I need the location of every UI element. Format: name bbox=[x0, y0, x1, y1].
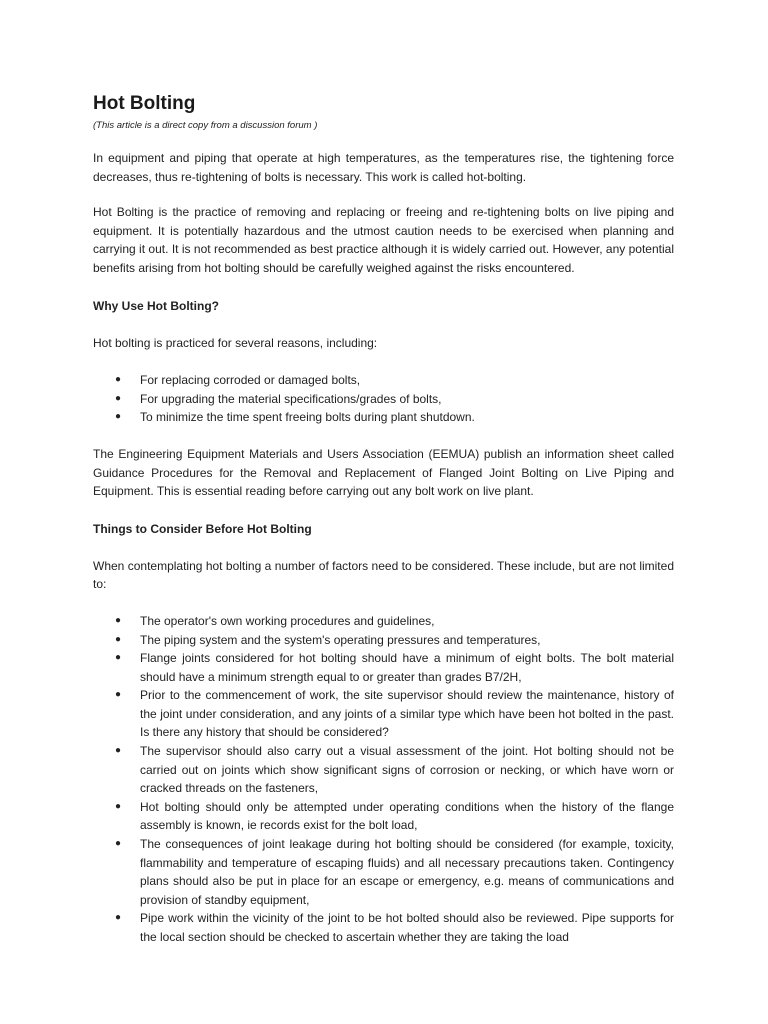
list-item-text: For replacing corroded or damaged bolts, bbox=[140, 373, 361, 388]
eemua-paragraph: The Engineering Equipment Materials and Users Association (EEMUA) publish an information sheet called Guidance Procedures for the Removal and Replacement of Flanged Joint Bolting on Live Piping and Equipment. This is essential reading before carrying out any bolt work on live plant. bbox=[93, 446, 674, 499]
reasons-list bbox=[93, 371, 674, 427]
list-item-text: Flange joints considered for hot bolting should have a minimum of eight bolts. The bolt material should have a minimum strength equal to or greater than grades B7/2H, bbox=[140, 651, 674, 684]
list-item bbox=[93, 390, 674, 409]
definition-paragraph: Hot Bolting is the practice of removing and replacing or freeing and re-tightening bolts on live piping and equipment. It is potentially hazardous and the utmost caution needs to be exercised when planning and carrying it out. It is not recommended as best practice although it is widely carried out. However, any potential benefits arising from hot bolting should be carefully weighed against the risks encountered. bbox=[93, 205, 674, 275]
page-subtitle: (This article is a direct copy from a discussion forum ) bbox=[93, 120, 318, 131]
list-item bbox=[93, 612, 674, 631]
things-intro-paragraph: When contemplating hot bolting a number of factors need to be considered. These include, but are not limited to: bbox=[93, 558, 674, 592]
section-heading-things: Things to Consider Before Hot Bolting bbox=[93, 521, 312, 536]
list-item-text: Hot bolting should only be attempted under operating conditions when the history of the flange assembly is known, ie records exist for the bolt load, bbox=[140, 799, 674, 833]
bullet-icon: ● bbox=[115, 838, 122, 850]
list-item-text: The piping system and the system's operating pressures and temperatures, bbox=[140, 632, 541, 647]
intro-paragraph: In equipment and piping that operate at high temperatures, as the temperatures rise, the tightening force decreases, thus re-tightening of bolts is necessary. This work is called hot-bolting. bbox=[93, 151, 674, 184]
bullet-icon: ● bbox=[115, 800, 122, 812]
bullet-icon: ● bbox=[115, 614, 122, 626]
list-item-text: The consequences of joint leakage during hot bolting should be considered (for example, toxicity, flammability and temperature of escaping fluids) and all necessary precautions taken. Contingency plans should also be put in place for an escape or emergency, e.g. means of communications and provision of standby equipment, bbox=[140, 837, 674, 907]
bullet-icon: ● bbox=[115, 912, 122, 924]
list-item bbox=[93, 909, 674, 946]
document-page bbox=[93, 92, 674, 947]
list-item bbox=[93, 649, 674, 686]
bullet-icon: ● bbox=[115, 652, 122, 664]
list-item bbox=[93, 835, 674, 909]
bullet-icon: ● bbox=[115, 411, 122, 423]
list-item bbox=[93, 631, 674, 650]
list-item bbox=[93, 371, 674, 390]
list-item bbox=[93, 798, 674, 835]
bullet-icon: ● bbox=[115, 633, 122, 645]
list-item bbox=[93, 686, 674, 742]
list-item-text: To minimize the time spent freeing bolts during plant shutdown. bbox=[140, 410, 475, 425]
section-heading-why: Why Use Hot Bolting? bbox=[93, 298, 219, 313]
bullet-icon: ● bbox=[115, 374, 122, 386]
bullet-icon: ● bbox=[115, 689, 122, 701]
list-item-text: For upgrading the material specifications/grades of bolts, bbox=[140, 391, 442, 406]
why-intro-paragraph: Hot bolting is practiced for several reasons, including: bbox=[93, 335, 378, 350]
list-item-text: Pipe work within the vicinity of the joint to be hot bolted should also be reviewed. Pipe supports for the local section should be checked to ascertain whether they are taking the load bbox=[140, 911, 674, 944]
bullet-icon: ● bbox=[115, 392, 122, 404]
list-item bbox=[93, 408, 674, 427]
bullet-icon: ● bbox=[115, 745, 122, 757]
factors-list bbox=[93, 612, 674, 947]
list-item-text: The operator's own working procedures and guidelines, bbox=[140, 613, 435, 628]
list-item-text: The supervisor should also carry out a visual assessment of the joint. Hot bolting should not be carried out on joints which show significant signs of corrosion or necking, or which have worn or cracked threads on the fasteners, bbox=[140, 744, 674, 796]
list-item-text: Prior to the commencement of work, the site supervisor should review the maintenance, history of the joint under consideration, and any joints of a similar type which have been hot bolted in the past. Is there any history that should be considered? bbox=[140, 688, 674, 740]
page-title: Hot Bolting bbox=[93, 93, 196, 114]
list-item bbox=[93, 742, 674, 798]
